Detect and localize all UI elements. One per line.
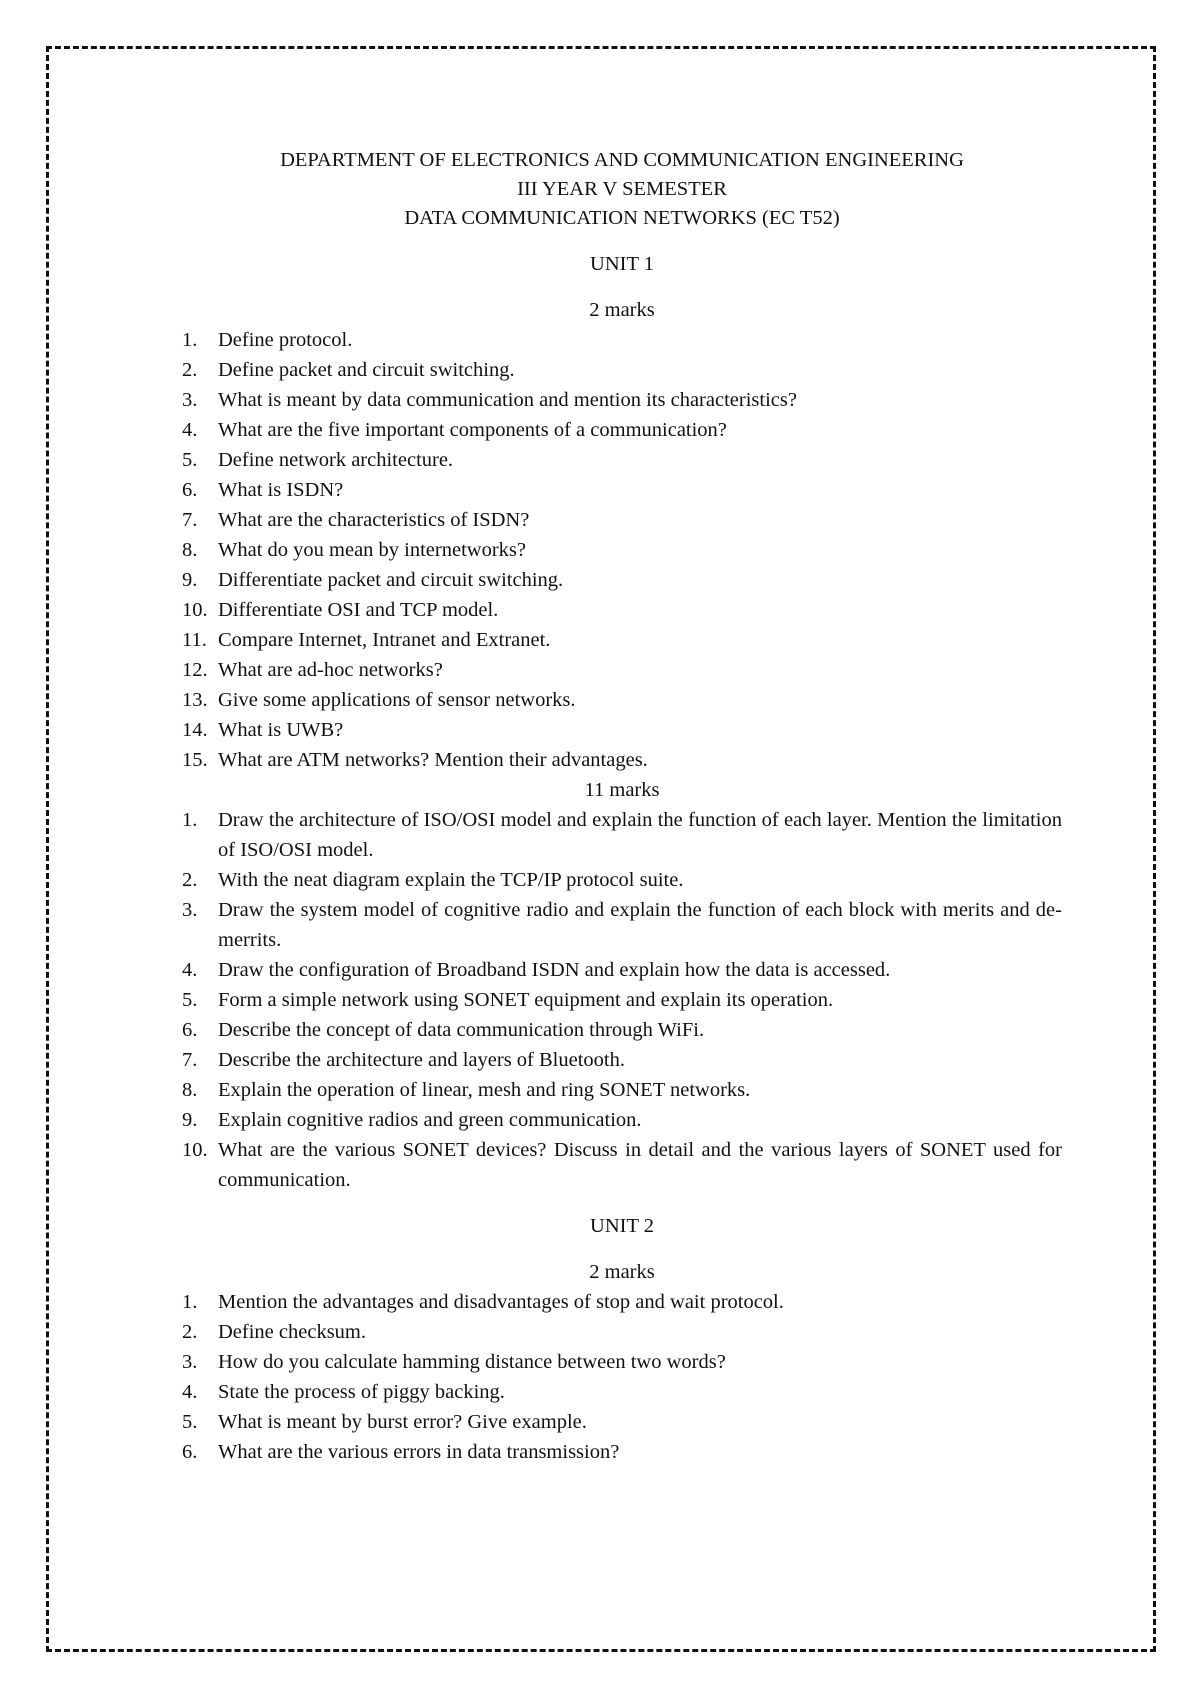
question-text: Give some applications of sensor networks. xyxy=(218,689,576,711)
question-number: 1. xyxy=(182,1291,198,1313)
question-text: What are the various errors in data transmission? xyxy=(218,1441,620,1463)
question-text: Draw the architecture of ISO/OSI model and explain the function of each layer. Mention the limitation of ISO/OSI model. xyxy=(218,809,1062,861)
question-item xyxy=(182,985,1062,1015)
question-item xyxy=(182,505,1062,535)
question-text: What do you mean by internetworks? xyxy=(218,539,526,561)
question-item xyxy=(182,655,1062,685)
document-body xyxy=(182,146,1062,1467)
question-text: Describe the architecture and layers of Bluetooth. xyxy=(218,1049,625,1071)
question-item xyxy=(182,475,1062,505)
question-item xyxy=(182,865,1062,895)
question-text: Draw the configuration of Broadband ISDN and explain how the data is accessed. xyxy=(218,959,891,981)
question-number: 4. xyxy=(182,1381,198,1403)
question-text: Define network architecture. xyxy=(218,449,454,471)
question-item xyxy=(182,355,1062,385)
unit1-11marks-list xyxy=(182,805,1062,1195)
question-item xyxy=(182,445,1062,475)
question-item xyxy=(182,1437,1062,1467)
question-text: What is ISDN? xyxy=(218,479,344,501)
question-text: Compare Internet, Intranet and Extranet. xyxy=(218,629,551,651)
question-text: What are ad-hoc networks? xyxy=(218,659,443,681)
question-number: 7. xyxy=(182,1049,198,1071)
question-number: 10. xyxy=(182,599,208,621)
question-text: What are the five important components of a communication? xyxy=(218,419,727,441)
question-number: 2. xyxy=(182,359,198,381)
question-number: 9. xyxy=(182,569,198,591)
question-number: 3. xyxy=(182,389,198,411)
question-item xyxy=(182,1075,1062,1105)
unit2-2marks-list xyxy=(182,1287,1062,1467)
question-text: Explain cognitive radios and green communication. xyxy=(218,1109,642,1131)
question-number: 3. xyxy=(182,1351,198,1373)
question-item xyxy=(182,1105,1062,1135)
question-number: 15. xyxy=(182,749,208,771)
question-text: What is meant by burst error? Give example. xyxy=(218,1411,587,1433)
question-text: What is UWB? xyxy=(218,719,344,741)
question-number: 6. xyxy=(182,1441,198,1463)
question-item xyxy=(182,745,1062,775)
question-number: 11. xyxy=(182,629,207,651)
year-semester-heading: III YEAR V SEMESTER xyxy=(517,178,727,200)
question-number: 8. xyxy=(182,1079,198,1101)
question-item xyxy=(182,715,1062,745)
question-item xyxy=(182,1347,1062,1377)
question-item xyxy=(182,565,1062,595)
question-number: 13. xyxy=(182,689,208,711)
question-number: 1. xyxy=(182,329,198,351)
unit1-2marks-label: 2 marks xyxy=(589,299,655,321)
question-number: 8. xyxy=(182,539,198,561)
question-number: 14. xyxy=(182,719,208,741)
question-item xyxy=(182,1407,1062,1437)
question-item xyxy=(182,625,1062,655)
question-text: How do you calculate hamming distance between two words? xyxy=(218,1351,726,1373)
question-text: What are ATM networks? Mention their advantages. xyxy=(218,749,648,771)
question-number: 3. xyxy=(182,899,198,921)
question-text: Describe the concept of data communication through WiFi. xyxy=(218,1019,705,1041)
question-item xyxy=(182,595,1062,625)
question-text: Define checksum. xyxy=(218,1321,366,1343)
question-text: What are the characteristics of ISDN? xyxy=(218,509,530,531)
question-item xyxy=(182,1317,1062,1347)
question-number: 5. xyxy=(182,449,198,471)
question-number: 5. xyxy=(182,1411,198,1433)
department-heading: DEPARTMENT OF ELECTRONICS AND COMMUNICATION ENGINEERING xyxy=(280,149,964,171)
question-text: Define protocol. xyxy=(218,329,353,351)
question-item xyxy=(182,385,1062,415)
question-number: 6. xyxy=(182,479,198,501)
question-text: What are the various SONET devices? Discuss in detail and the various layers of SONET used for communication. xyxy=(218,1139,1062,1191)
question-text: Explain the operation of linear, mesh and ring SONET networks. xyxy=(218,1079,751,1101)
question-item xyxy=(182,1135,1062,1195)
question-text: Draw the system model of cognitive radio and explain the function of each block with merits and de-merrits. xyxy=(218,899,1062,951)
question-text: With the neat diagram explain the TCP/IP protocol suite. xyxy=(218,869,684,891)
course-heading: DATA COMMUNICATION NETWORKS (EC T52) xyxy=(404,207,840,229)
unit2-title: UNIT 2 xyxy=(590,1215,654,1237)
question-number: 6. xyxy=(182,1019,198,1041)
question-item xyxy=(182,685,1062,715)
question-number: 4. xyxy=(182,419,198,441)
question-item xyxy=(182,535,1062,565)
question-number: 12. xyxy=(182,659,208,681)
unit1-title: UNIT 1 xyxy=(590,253,654,275)
question-text: Form a simple network using SONET equipment and explain its operation. xyxy=(218,989,834,1011)
question-item xyxy=(182,1015,1062,1045)
question-number: 10. xyxy=(182,1139,208,1161)
unit1-11marks-label: 11 marks xyxy=(584,779,660,801)
question-text: State the process of piggy backing. xyxy=(218,1381,505,1403)
question-number: 4. xyxy=(182,959,198,981)
question-item xyxy=(182,325,1062,355)
unit2-2marks-label: 2 marks xyxy=(589,1261,655,1283)
question-number: 5. xyxy=(182,989,198,1011)
question-item xyxy=(182,955,1062,985)
question-number: 2. xyxy=(182,869,198,891)
question-item xyxy=(182,1045,1062,1075)
question-number: 2. xyxy=(182,1321,198,1343)
question-text: Differentiate OSI and TCP model. xyxy=(218,599,499,621)
question-text: Mention the advantages and disadvantages of stop and wait protocol. xyxy=(218,1291,784,1313)
question-text: Define packet and circuit switching. xyxy=(218,359,515,381)
question-text: Differentiate packet and circuit switching. xyxy=(218,569,564,591)
question-item xyxy=(182,1377,1062,1407)
question-item xyxy=(182,805,1062,865)
question-number: 9. xyxy=(182,1109,198,1131)
question-text: What is meant by data communication and mention its characteristics? xyxy=(218,389,797,411)
question-item xyxy=(182,1287,1062,1317)
question-item xyxy=(182,895,1062,955)
unit1-2marks-list xyxy=(182,325,1062,775)
question-number: 1. xyxy=(182,809,198,831)
question-number: 7. xyxy=(182,509,198,531)
question-item xyxy=(182,415,1062,445)
